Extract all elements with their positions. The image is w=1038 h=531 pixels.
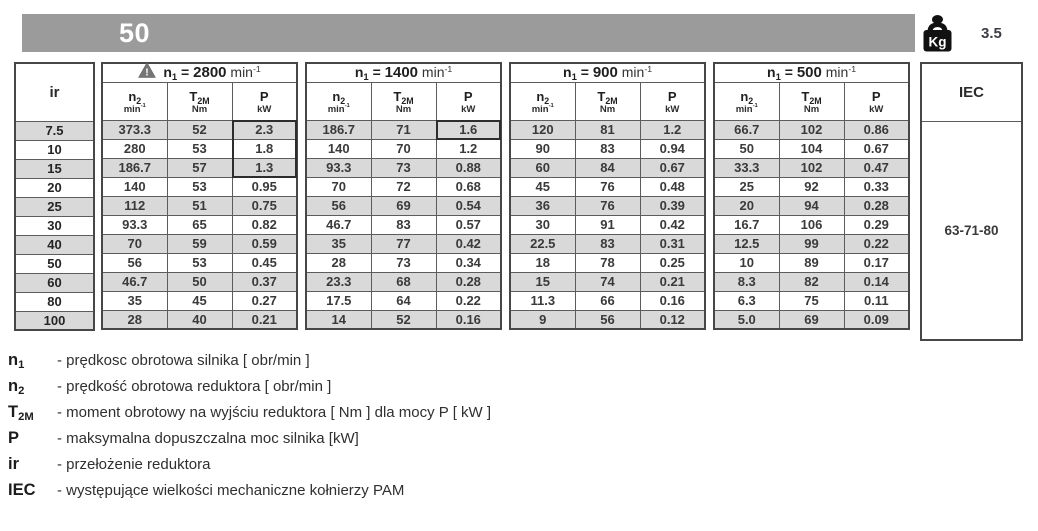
cell-p: 0.67 (640, 158, 705, 177)
cell-n2: 66.7 (714, 120, 779, 139)
cell-p: 0.28 (844, 196, 909, 215)
table-row (714, 120, 909, 139)
cell-n2: 28 (102, 310, 167, 329)
table-row (921, 121, 1022, 340)
cell-p: 0.88 (436, 158, 501, 177)
table-row (15, 292, 94, 311)
ir-header: ir (15, 63, 94, 121)
cell-t2m: 40 (167, 310, 232, 329)
cell-p: 0.27 (232, 291, 297, 310)
cell-n2: 33.3 (714, 158, 779, 177)
cell-p: 0.16 (436, 310, 501, 329)
group-header-row (510, 63, 705, 82)
legend-description: - maksymalna dopuszczalna moc silnika [kW] (57, 430, 359, 447)
cell-t2m: 82 (779, 272, 844, 291)
cell-p: 0.68 (436, 177, 501, 196)
group-header-row (102, 63, 297, 82)
cell-t2m: 64 (371, 291, 436, 310)
column-header: $n_2$ $\min^{-1}$ (306, 82, 371, 120)
cell-p: 0.09 (844, 310, 909, 329)
table-row (306, 253, 501, 272)
cell-t2m: 53 (167, 253, 232, 272)
legend (8, 351, 491, 507)
cell-n2: 280 (102, 139, 167, 158)
subtable-n1-500 (713, 62, 910, 330)
cell-p: 0.42 (436, 234, 501, 253)
cell-p: 2.3 (232, 120, 297, 139)
legend-symbol: $n_1$ (8, 351, 25, 371)
cell-n2: 35 (102, 291, 167, 310)
cell-t2m: 106 (779, 215, 844, 234)
cell-n2: 46.7 (306, 215, 371, 234)
cell-n2: 140 (306, 139, 371, 158)
table-row (714, 234, 909, 253)
cell-t2m: 73 (371, 158, 436, 177)
cell-t2m: 75 (779, 291, 844, 310)
table-row (15, 159, 94, 178)
cell-p: 0.59 (232, 234, 297, 253)
cell-p: 0.67 (844, 139, 909, 158)
table-row (510, 196, 705, 215)
cell-p: 1.3 (232, 158, 297, 177)
cell-t2m: 57 (167, 158, 232, 177)
table-row (306, 139, 501, 158)
table-row (306, 158, 501, 177)
column-header: P kW (232, 82, 297, 120)
legend-row (8, 429, 491, 455)
n1-group-header: ! $n_1 = 2800$ $\min^{-1}$ (102, 63, 297, 82)
cell-n2: 22.5 (510, 234, 575, 253)
table-row (714, 139, 909, 158)
cell-n2: 30 (510, 215, 575, 234)
cell-p: 0.12 (640, 310, 705, 329)
cell-p: 0.86 (844, 120, 909, 139)
table-row (15, 178, 94, 197)
cell-t2m: 71 (371, 120, 436, 139)
table-row (15, 254, 94, 273)
cell-n2: 186.7 (102, 158, 167, 177)
cell-n2: 16.7 (714, 215, 779, 234)
table-row (306, 215, 501, 234)
cell-n2: 120 (510, 120, 575, 139)
cell-p: 0.34 (436, 253, 501, 272)
cell-p: 1.2 (436, 139, 501, 158)
cell-p: 1.6 (436, 120, 501, 139)
table-row (510, 120, 705, 139)
table-row (714, 291, 909, 310)
svg-text:Kg: Kg (928, 34, 947, 49)
cell-n2: 17.5 (306, 291, 371, 310)
table-row (714, 215, 909, 234)
table-row (714, 196, 909, 215)
legend-symbol: IEC (8, 481, 36, 499)
cell-p: 0.29 (844, 215, 909, 234)
cell-n2: 373.3 (102, 120, 167, 139)
cell-p: 0.37 (232, 272, 297, 291)
table-row (102, 291, 297, 310)
cell-n2: 93.3 (306, 158, 371, 177)
cell-t2m: 83 (575, 234, 640, 253)
cell-n2: 6.3 (714, 291, 779, 310)
cell-t2m: 72 (371, 177, 436, 196)
cell-t2m: 53 (167, 139, 232, 158)
kg-weight-icon (921, 15, 954, 52)
cell-t2m: 50 (167, 272, 232, 291)
iec-value: 63-71-80 (921, 121, 1022, 340)
legend-symbol: $n_2$ (8, 377, 25, 397)
iec-header: IEC (921, 63, 1022, 121)
table-row (15, 140, 94, 159)
table-row (510, 215, 705, 234)
column-header: $T_{2M}$ Nm (167, 82, 232, 120)
cell-p: 1.2 (640, 120, 705, 139)
cell-p: 0.21 (640, 272, 705, 291)
n1-group-header: $n_1 = 900$ $\min^{-1}$ (510, 63, 705, 82)
cell-n2: 60 (510, 158, 575, 177)
legend-row (8, 403, 491, 429)
table-row (102, 177, 297, 196)
legend-description: - występujące wielkości mechaniczne kołnierzy PAM (57, 482, 405, 499)
group-header-row (306, 63, 501, 82)
table-row (306, 196, 501, 215)
cell-n2: 8.3 (714, 272, 779, 291)
cell-p: 0.94 (640, 139, 705, 158)
cell-t2m: 56 (575, 310, 640, 329)
cell-ir: 10 (15, 140, 94, 159)
cell-p: 0.31 (640, 234, 705, 253)
column-header: $n_2$ $\min^{-1}$ (102, 82, 167, 120)
cell-p: 0.54 (436, 196, 501, 215)
cell-p: 0.82 (232, 215, 297, 234)
table-row (714, 310, 909, 329)
cell-p: 0.21 (232, 310, 297, 329)
cell-t2m: 53 (167, 177, 232, 196)
cell-t2m: 94 (779, 196, 844, 215)
cell-p: 0.39 (640, 196, 705, 215)
table-row (102, 234, 297, 253)
subtable-n1-900 (509, 62, 706, 330)
cell-t2m: 89 (779, 253, 844, 272)
cell-n2: 56 (306, 196, 371, 215)
cell-ir: 60 (15, 273, 94, 292)
cell-n2: 14 (306, 310, 371, 329)
table-row (510, 272, 705, 291)
cell-n2: 28 (306, 253, 371, 272)
cell-t2m: 102 (779, 120, 844, 139)
cell-t2m: 104 (779, 139, 844, 158)
table-row (102, 139, 297, 158)
cell-n2: 70 (102, 234, 167, 253)
table-row (306, 120, 501, 139)
cell-n2: 90 (510, 139, 575, 158)
svg-text:!: ! (145, 66, 150, 79)
cell-p: 0.48 (640, 177, 705, 196)
table-row (15, 216, 94, 235)
cell-t2m: 45 (167, 291, 232, 310)
cell-t2m: 70 (371, 139, 436, 158)
table-row (15, 121, 94, 140)
cell-p: 0.16 (640, 291, 705, 310)
cell-ir: 25 (15, 197, 94, 216)
column-header-row (510, 82, 705, 120)
cell-t2m: 102 (779, 158, 844, 177)
cell-t2m: 76 (575, 177, 640, 196)
table-row (306, 177, 501, 196)
cell-n2: 56 (102, 253, 167, 272)
cell-t2m: 74 (575, 272, 640, 291)
column-header: P kW (436, 82, 501, 120)
cell-p: 0.28 (436, 272, 501, 291)
cell-ir: 7.5 (15, 121, 94, 140)
column-header: $n_2$ $\min^{-1}$ (714, 82, 779, 120)
cell-n2: 35 (306, 234, 371, 253)
table-row (102, 196, 297, 215)
header-row (15, 63, 94, 121)
table-row (306, 291, 501, 310)
table-row (306, 310, 501, 329)
table-row (102, 272, 297, 291)
cell-n2: 15 (510, 272, 575, 291)
n1-group-header: $n_1 = 500$ $\min^{-1}$ (714, 63, 909, 82)
cell-t2m: 69 (779, 310, 844, 329)
cell-t2m: 99 (779, 234, 844, 253)
table-row (714, 177, 909, 196)
size-header-bar (22, 14, 915, 52)
cell-n2: 45 (510, 177, 575, 196)
cell-t2m: 78 (575, 253, 640, 272)
table-row (102, 215, 297, 234)
cell-n2: 11.3 (510, 291, 575, 310)
table-row (306, 234, 501, 253)
cell-ir: 80 (15, 292, 94, 311)
cell-ir: 20 (15, 178, 94, 197)
cell-ir: 100 (15, 311, 94, 330)
weight-value: 3.5 (981, 24, 1002, 42)
header-row (921, 63, 1022, 121)
cell-ir: 40 (15, 235, 94, 254)
cell-t2m: 52 (167, 120, 232, 139)
column-header-row (714, 82, 909, 120)
cell-n2: 25 (714, 177, 779, 196)
cell-p: 0.95 (232, 177, 297, 196)
legend-description: - moment obrotowy na wyjściu reduktora [ Nm ] dla mocy P [ kW ] (57, 404, 492, 421)
cell-t2m: 91 (575, 215, 640, 234)
table-row (714, 158, 909, 177)
table-row (714, 253, 909, 272)
legend-symbol: $T_{2M}$ (8, 403, 34, 423)
cell-p: 0.33 (844, 177, 909, 196)
cell-n2: 20 (714, 196, 779, 215)
cell-p: 0.11 (844, 291, 909, 310)
ratings-table (14, 62, 1023, 341)
table-row (510, 139, 705, 158)
n1-group-header: $n_1 = 1400$ $\min^{-1}$ (306, 63, 501, 82)
table-row (510, 253, 705, 272)
cell-t2m: 68 (371, 272, 436, 291)
cell-n2: 36 (510, 196, 575, 215)
cell-n2: 23.3 (306, 272, 371, 291)
cell-t2m: 77 (371, 234, 436, 253)
cell-n2: 50 (714, 139, 779, 158)
table-row (102, 310, 297, 329)
table-row (306, 272, 501, 291)
cell-t2m: 92 (779, 177, 844, 196)
cell-n2: 186.7 (306, 120, 371, 139)
column-header: P kW (844, 82, 909, 120)
table-row (15, 311, 94, 330)
cell-n2: 5.0 (714, 310, 779, 329)
cell-p: 0.75 (232, 196, 297, 215)
legend-row (8, 481, 491, 507)
table-row (510, 234, 705, 253)
cell-n2: 46.7 (102, 272, 167, 291)
gearbox-size-label: 50 (119, 17, 151, 48)
legend-description: - prędkość obrotowa reduktora [ obr/min ] (57, 378, 332, 395)
cell-n2: 9 (510, 310, 575, 329)
cell-n2: 18 (510, 253, 575, 272)
table-row (510, 291, 705, 310)
column-header-row (102, 82, 297, 120)
cell-t2m: 65 (167, 215, 232, 234)
column-header: $n_2$ $\min^{-1}$ (510, 82, 575, 120)
cell-t2m: 73 (371, 253, 436, 272)
group-header-row (714, 63, 909, 82)
legend-row (8, 377, 491, 403)
cell-t2m: 83 (371, 215, 436, 234)
table-row (102, 253, 297, 272)
column-header: $T_{2M}$ Nm (779, 82, 844, 120)
legend-symbol: P (8, 429, 20, 447)
column-header: $T_{2M}$ Nm (575, 82, 640, 120)
cell-n2: 10 (714, 253, 779, 272)
cell-p: 0.25 (640, 253, 705, 272)
cell-t2m: 66 (575, 291, 640, 310)
cell-p: 0.47 (844, 158, 909, 177)
cell-t2m: 84 (575, 158, 640, 177)
legend-row (8, 455, 491, 481)
table-row (15, 235, 94, 254)
table-row (510, 310, 705, 329)
cell-t2m: 51 (167, 196, 232, 215)
cell-t2m: 69 (371, 196, 436, 215)
cell-ir: 50 (15, 254, 94, 273)
weight-spec (921, 14, 1002, 52)
cell-p: 0.14 (844, 272, 909, 291)
subtable-n1-2800 (101, 62, 298, 330)
column-header-row (306, 82, 501, 120)
legend-description: - prędkosc obrotowa silnika [ obr/min ] (57, 352, 310, 369)
cell-p: 0.45 (232, 253, 297, 272)
cell-n2: 140 (102, 177, 167, 196)
table-row (510, 177, 705, 196)
column-header: P kW (640, 82, 705, 120)
subtable-iec (920, 62, 1023, 341)
table-row (15, 197, 94, 216)
table-row (102, 120, 297, 139)
table-row (15, 273, 94, 292)
cell-p: 0.17 (844, 253, 909, 272)
cell-p: 0.57 (436, 215, 501, 234)
cell-t2m: 83 (575, 139, 640, 158)
cell-p: 0.22 (844, 234, 909, 253)
cell-t2m: 59 (167, 234, 232, 253)
table-row (510, 158, 705, 177)
cell-n2: 112 (102, 196, 167, 215)
cell-n2: 12.5 (714, 234, 779, 253)
cell-p: 0.42 (640, 215, 705, 234)
cell-ir: 15 (15, 159, 94, 178)
cell-ir: 30 (15, 216, 94, 235)
table-row (714, 272, 909, 291)
warning-icon (138, 62, 156, 81)
cell-p: 0.22 (436, 291, 501, 310)
cell-t2m: 76 (575, 196, 640, 215)
legend-description: - przełożenie reduktora (57, 456, 211, 473)
cell-t2m: 52 (371, 310, 436, 329)
cell-n2: 70 (306, 177, 371, 196)
table-row (102, 158, 297, 177)
column-header: $T_{2M}$ Nm (371, 82, 436, 120)
cell-n2: 93.3 (102, 215, 167, 234)
legend-row (8, 351, 491, 377)
subtable-ir (14, 62, 95, 331)
legend-symbol: ir (8, 455, 20, 473)
cell-p: 1.8 (232, 139, 297, 158)
cell-t2m: 81 (575, 120, 640, 139)
subtable-n1-1400 (305, 62, 502, 330)
